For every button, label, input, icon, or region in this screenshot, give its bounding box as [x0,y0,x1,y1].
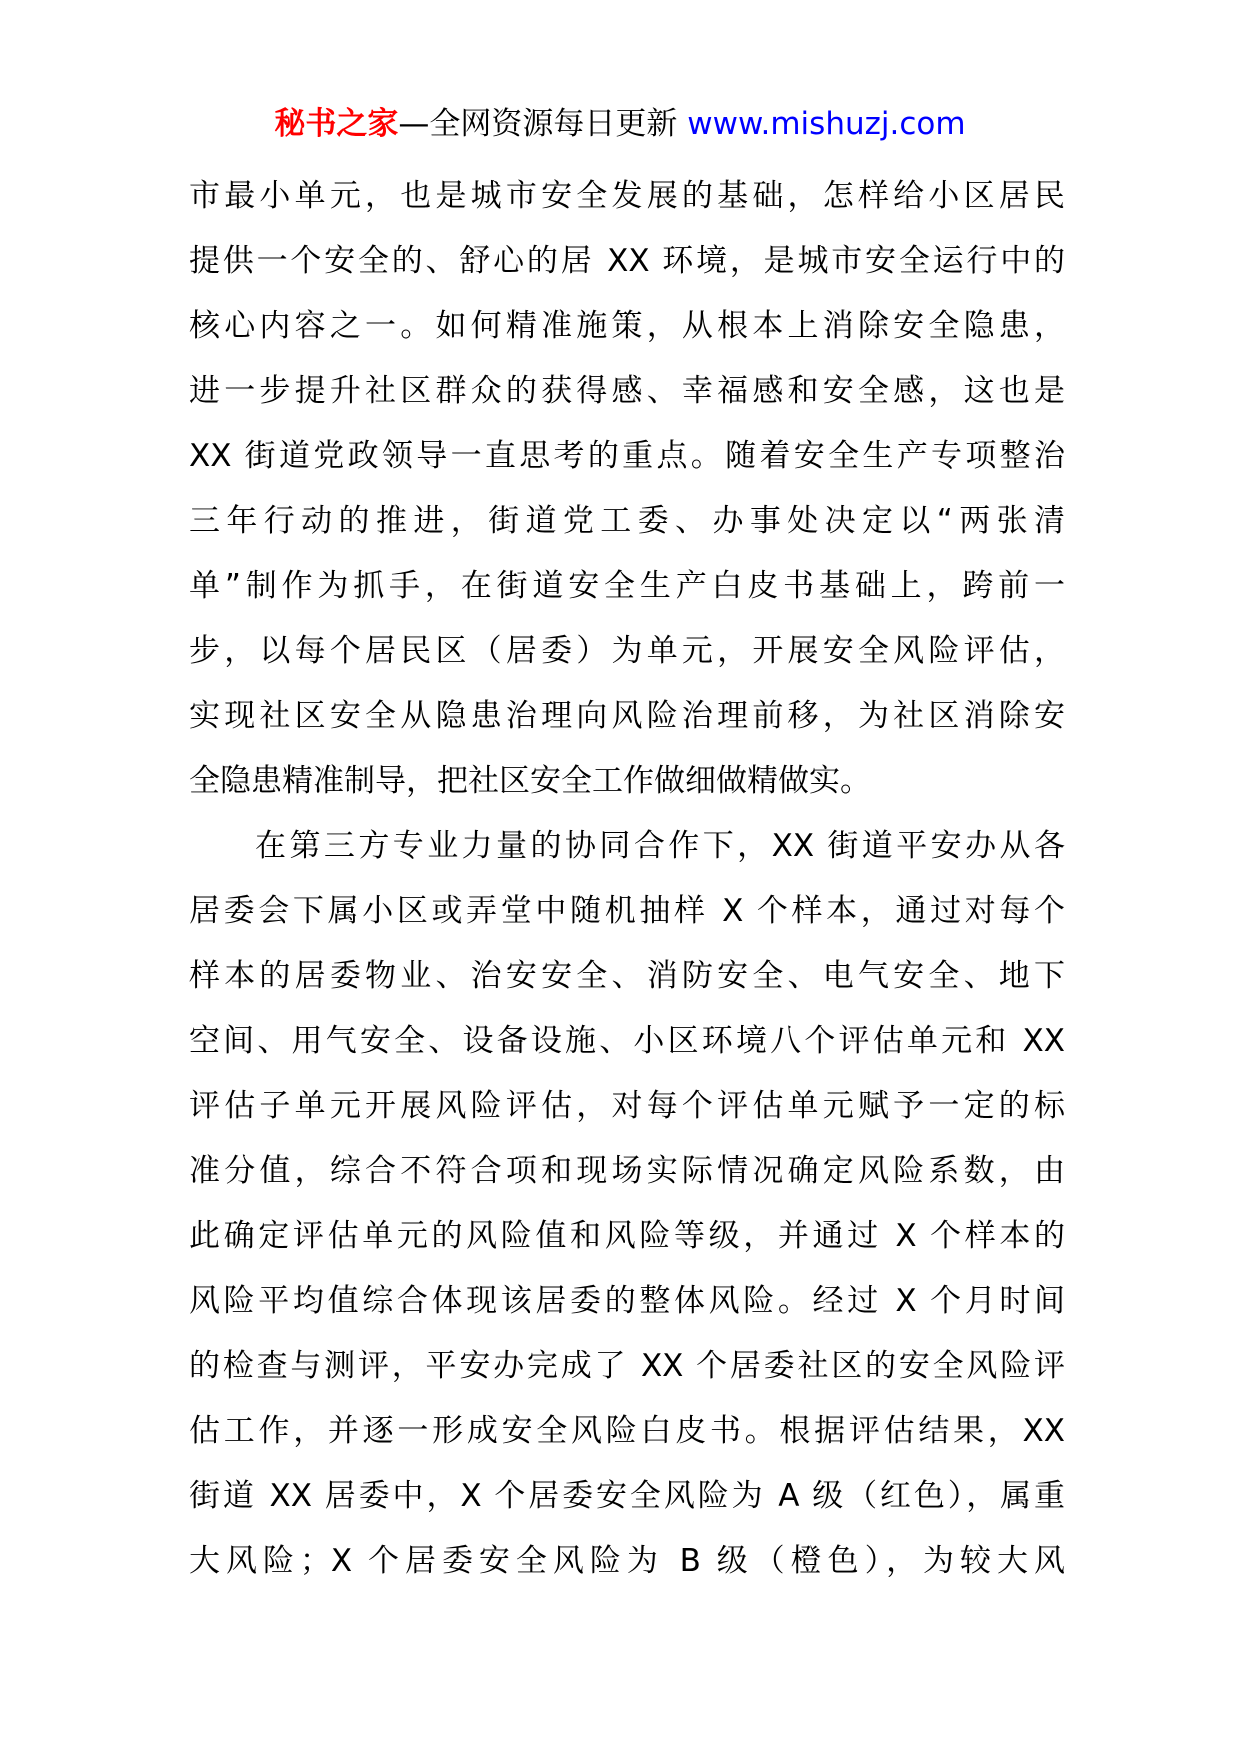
text-line: 准分值，综合不符合项和现场实际情况确定风险系数，由 [189,1153,1065,1189]
text-line: 在第三方专业力量的协同合作下，XX 街道平安办从各 [255,828,1065,864]
brand-name: 秘书之家 [274,106,399,142]
text-line: 样本的居委物业、治安安全、消防安全、电气安全、地下 [189,958,1065,994]
website-link[interactable]: www.mishuzj.com [687,106,966,142]
text-line: 居委会下属小区或弄堂中随机抽样 X 个样本，通过对每个 [189,893,1065,929]
text-line: 大风险；X 个居委安全风险为 B 级（橙色），为较大风 [189,1543,1065,1579]
page-header [0,98,1240,150]
text-line: 单”制作为抓手，在街道安全生产白皮书基础上，跨前一 [189,568,1065,604]
text-line: 核心内容之一。如何精准施策，从根本上消除安全隐患， [189,308,1065,344]
text-line: 三年行动的推进，街道党工委、办事处决定以“两张清 [189,503,1065,539]
text-line: 提供一个安全的、舒心的居 XX 环境，是城市安全运行中的 [189,243,1065,279]
text-line: 此确定评估单元的风险值和风险等级，并通过 X 个样本的 [189,1218,1065,1254]
text-line: 街道 XX 居委中，X 个居委安全风险为 A 级（红色），属重 [189,1478,1065,1514]
text-line: 进一步提升社区群众的获得感、幸福感和安全感，这也是 [189,373,1065,409]
text-line: 空间、用气安全、设备设施、小区环境八个评估单元和 XX [189,1023,1065,1059]
body-text [189,164,1065,1594]
paragraph-1 [189,164,1065,814]
text-line: 步，以每个居民区（居委）为单元，开展安全风险评估， [189,633,1065,669]
text-line: 估工作，并逐一形成安全风险白皮书。根据评估结果，XX [189,1413,1065,1449]
text-line: 全隐患精准制导，把社区安全工作做细做精做实。 [189,763,871,799]
paragraph-2 [189,814,1065,1594]
text-line: 实现社区安全从隐患治理向风险治理前移，为社区消除安 [189,698,1065,734]
text-line: 的检查与测评，平安办完成了 XX 个居委社区的安全风险评 [189,1348,1065,1384]
header-tagline: —全网资源每日更新 [398,106,688,142]
text-line: 评估子单元开展风险评估，对每个评估单元赋予一定的标 [189,1088,1065,1124]
text-line: 风险平均值综合体现该居委的整体风险。经过 X 个月时间 [189,1283,1065,1319]
text-line: XX 街道党政领导一直思考的重点。随着安全生产专项整治 [189,438,1065,474]
text-line: 市最小单元，也是城市安全发展的基础，怎样给小区居民 [189,178,1065,214]
